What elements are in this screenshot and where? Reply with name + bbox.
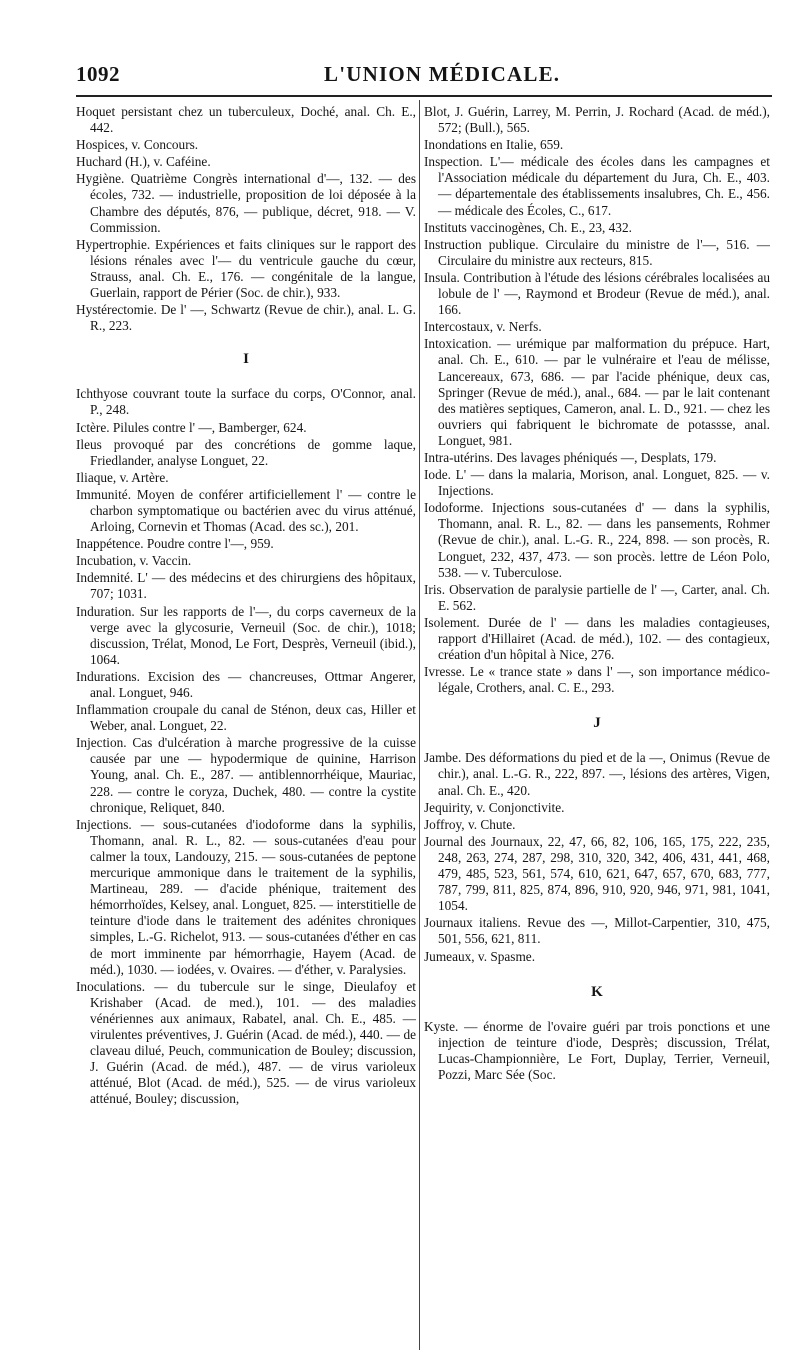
index-entry: Huchard (H.), v. Caféine. bbox=[76, 154, 211, 170]
index-entry: Hygiène. Quatrième Congrès international d'—, 132. — des écoles, 732. — industrielle, proposition de loi déposée à la Chambre des députés, 876, — publique, décret, 918. — V. Commission. bbox=[76, 171, 416, 235]
index-entry: Incubation, v. Vaccin. bbox=[76, 553, 192, 569]
index-entry: Journal des Journaux, 22, 47, 66, 82, 106, 165, 175, 222, 235, 248, 263, 274, 287, 298, 310, 320, 342, 406, 431, 441, 468, 479, 485, 523, 561, 574, 610, 621, 647, 657, 670, 683, 777, 787, 799, 811, 825, 874, 896, 910, 920, 946, 971, 981, 1041, 1054. bbox=[424, 833, 770, 914]
page-header bbox=[76, 62, 770, 92]
index-entry: Iris. Observation de paralysie partielle de l' —, Carter, anal. Ch. E. 562. bbox=[424, 581, 770, 613]
index-entry: Inoculations. — du tubercule sur le singe, Dieulafoy et Krishaber (Acad. de med.), 101. — des maladies vénériennes aux animaux, Rabatel, anal. Ch. E., 485. — virulentes préventives, J. Guérin (Acad. de méd.), 440. — de claveau dilué, Peuch, communication de Bouley; discussion, J. Guérin (Acad. de méd.), 487. — de virus varioleux atténué, Blot (Acad. de méd.), 525. — de virus varioleux atténué, Bouley; discussion, bbox=[76, 978, 416, 1107]
index-entry: Ivresse. Le « trance state » dans l' —, son importance médico-légale, Crothers, anal. C. E., 293. bbox=[424, 664, 770, 696]
index-entry: Hospices, v. Concours. bbox=[76, 137, 199, 153]
right-column bbox=[424, 104, 770, 1354]
index-entry: Iliaque, v. Artère. bbox=[76, 469, 169, 485]
index-entry: Hystérectomie. De l' —, Schwartz (Revue de chir.), anal. L. G. R., 223. bbox=[76, 302, 416, 334]
index-entry: Iodoforme. Injections sous-cutanées d' — dans la syphilis, Thomann, anal. R. L., 82. — dans les pansements, Rohmer (Revue de chir.), anal. L.-G. R., 224, 898. — son procès, R. Longuet, 232, 437, 473. — son procès. lettre de Léon Polo, 538. — v. Tuberculose. bbox=[424, 500, 770, 580]
section-letter: J bbox=[593, 715, 601, 732]
index-entry: Injections. — sous-cutanées d'iodoforme dans la syphilis, Thomann, anal. R. L., 82. — sous-cutanées d'eau pour calmer la toux, Landouzy, 215. — sous-cutanées de peptone mercurique ammonique dans le traitement de la syphilis, Martineau, 289. — d'acide phénique, traitement des hémorrhoïdes, Kelsey, anal. Longuet, 825. — interstitielle de teinture d'iode dans le traitement des adénites chroniques simples, L.-G. Richelot, 913. — sous-cutanées d'éther en cas de mort imminente par hémorrhagie, Hayem (Acad. de méd.), 1030. — iodées, v. Ovaires. — d'éther, v. Paralysies. bbox=[76, 816, 416, 977]
index-entry: Intoxication. — urémique par malformation du prépuce. Hart, anal. Ch. E., 610. — par le vulnéraire et l'eau de mélisse, Lancereaux, 673, 686. — par l'acide phénique, deux cas, Springer (Revue de méd.), anal., 684. — par le lait contenant des matières septiques, Cameron, anal. L. D., 921. — chez les ouvriers qui fabriquent le bichromate de potassse, anal. Longuet, 981. bbox=[424, 336, 770, 448]
index-entry: Isolement. Durée de l' — dans les maladies contagieuses, rapport d'Hillairet (Acad. de méd.), 102. — des contagieux, création d'un hôpital à Nice, 276. bbox=[424, 614, 770, 663]
index-entry: Jequirity, v. Conjonctivite. bbox=[424, 799, 565, 815]
index-entry: Insula. Contribution à l'étude des lésions cérébrales localisées au lobule de l' —, Raymond et Brodeur (Revue de méd.), anal. 166. bbox=[424, 269, 770, 318]
index-entry: Instituts vaccinogènes, Ch. E., 23, 432. bbox=[424, 219, 632, 235]
index-entry: Ictère. Pilules contre l' —, Bamberger, 624. bbox=[76, 419, 307, 435]
index-entry: Injection. Cas d'ulcération à marche progressive de la cuisse causée par une — hypodermique de quinine, Harrison Young, anal. Ch. E., 287. — antiblennorrhéique, Mauriac, 228. — contre le coryza, Duchek, 480. — contre la cystite chronique, Reliquet, 840. bbox=[76, 735, 416, 815]
section-letter: K bbox=[591, 983, 603, 1000]
index-entry: Jumeaux, v. Spasme. bbox=[424, 948, 536, 964]
index-entry: Inappétence. Poudre contre l'—, 959. bbox=[76, 536, 274, 552]
index-entry: Immunité. Moyen de conférer artificiellement l' — contre le charbon symptomatique ou bactérien avec du virus atténué, Arloing, Cornevin et Thomas (Acad. des sc.), 201. bbox=[76, 486, 416, 535]
index-entry: Instruction publique. Circulaire du ministre de l'—, 516. — Circulaire du ministre aux recteurs, 815. bbox=[424, 236, 770, 268]
index-entry: Hoquet persistant chez un tuberculeux, Doché, anal. Ch. E., 442. bbox=[76, 104, 416, 136]
index-entry: Inondations en Italie, 659. bbox=[424, 137, 564, 153]
column-divider bbox=[419, 100, 420, 1350]
index-entry: Intercostaux, v. Nerfs. bbox=[424, 319, 542, 335]
index-entry: Kyste. — énorme de l'ovaire guéri par trois ponctions et une injection de teinture d'iode, Desprès; discussion, Trélat, Lucas-Championnière, Le Fort, Duplay, Terrier, Verneuil, Pozzi, Marc Sée (Soc. bbox=[424, 1018, 770, 1082]
header-rule bbox=[76, 95, 772, 97]
index-entry: Inflammation croupale du canal de Sténon, deux cas, Hiller et Weber, anal. Longuet, 22. bbox=[76, 702, 416, 734]
index-entry: Indemnité. L' — des médecins et des chirurgiens des hôpitaux, 707; 1031. bbox=[76, 570, 416, 602]
index-entry: Blot, J. Guérin, Larrey, M. Perrin, J. Rochard (Acad. de méd.), 572; (Bull.), 565. bbox=[424, 104, 770, 136]
page-number: 1092 bbox=[76, 62, 120, 86]
index-entry: Inspection. L'— médicale des écoles dans les campagnes et l'Association médicale du département du Jura, Ch. E., 403. — départementale des établissements insalubres, Ch. E., 456. — médicale des Écoles, C., 617. bbox=[424, 154, 770, 218]
index-entry: Iode. L' — dans la malaria, Morison, anal. Longuet, 825. — v. Injections. bbox=[424, 467, 770, 499]
index-entry: Hypertrophie. Expériences et faits cliniques sur le rapport des lésions rénales avec l'— du ventricule gauche du cœur, Strauss, anal. Ch. E., 176. — congénitale de la langue, Guerlain, rapport de Périer (Soc. de chir.), 933. bbox=[76, 236, 416, 301]
index-entry: Joffroy, v. Chute. bbox=[424, 816, 516, 832]
section-letter: I bbox=[243, 351, 249, 368]
index-entry: Ileus provoqué par des concrétions de gomme laque, Friedlander, analyse Longuet, 22. bbox=[76, 436, 416, 468]
index-entry: Journaux italiens. Revue des —, Millot-Carpentier, 310, 475, 501, 556, 621, 811. bbox=[424, 915, 770, 947]
index-entry: Ichthyose couvrant toute la surface du corps, O'Connor, anal. P., 248. bbox=[76, 386, 416, 418]
index-entry: Intra-utérins. Des lavages phéniqués —, Desplats, 179. bbox=[424, 449, 717, 465]
left-column bbox=[76, 104, 416, 1354]
running-title: L'UNION MÉDICALE. bbox=[324, 62, 561, 86]
index-entry: Jambe. Des déformations du pied et de la —, Onimus (Revue de chir.), anal. L.-G. R., 222, 897. —, lésions des artères, Vigen, anal. Ch. E., 420. bbox=[424, 750, 770, 798]
index-entry: Induration. Sur les rapports de l'—, du corps caverneux de la verge avec la glycosurie, Verneuil (Soc. de chir.), 1018; discussion, Trélat, Monod, Le Fort, Desprès, Verneuil (ibid.), 1064. bbox=[76, 603, 416, 667]
index-entry: Indurations. Excision des — chancreuses, Ottmar Angerer, anal. Longuet, 946. bbox=[76, 668, 416, 700]
